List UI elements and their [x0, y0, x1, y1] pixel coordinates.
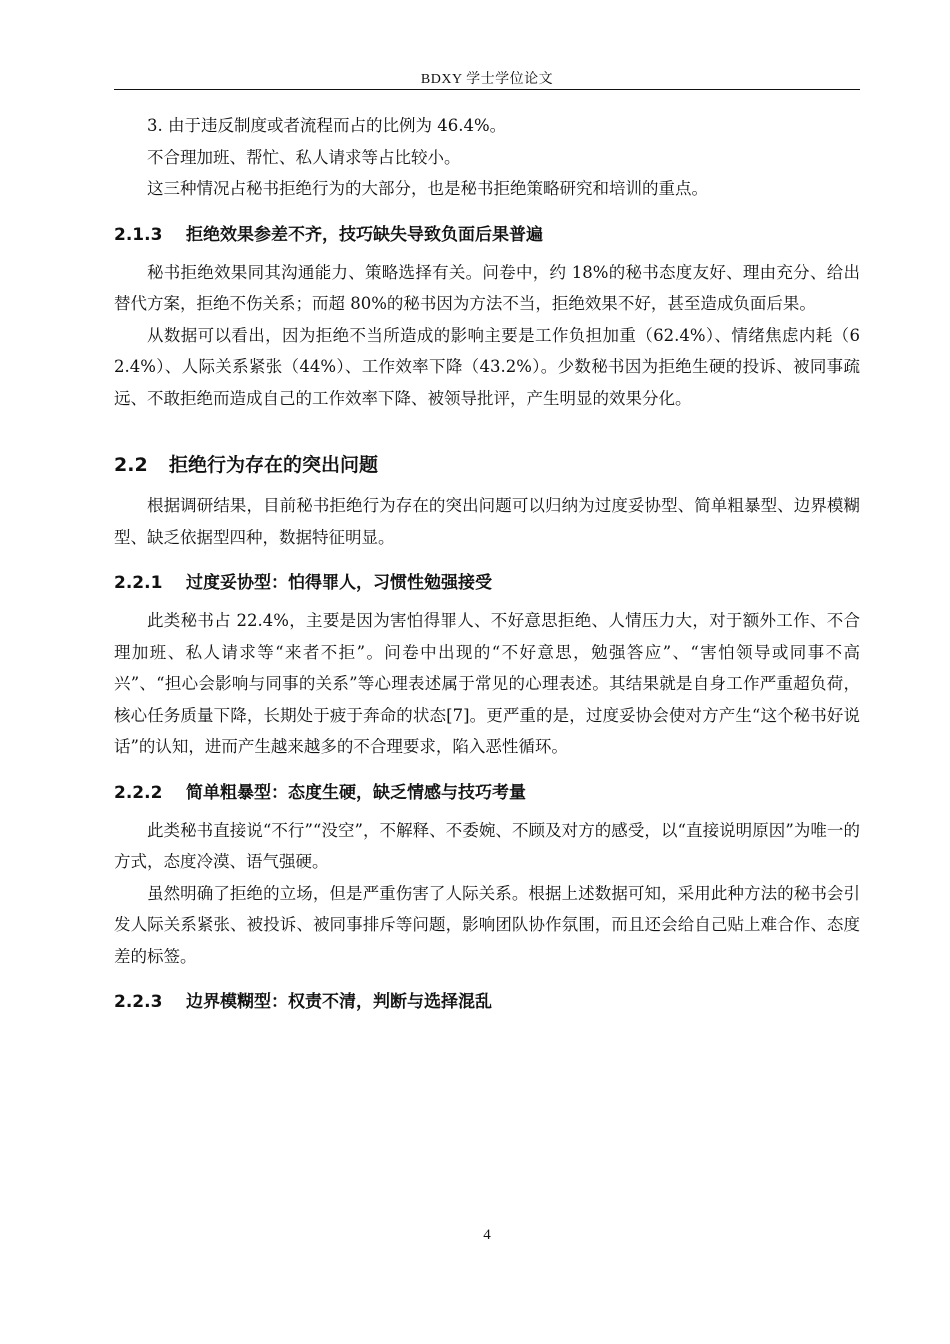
- running-header: BDXY 学士学位论文: [420, 72, 554, 87]
- section-title: 简单粗暴型：态度生硬，缺乏情感与技巧考量: [186, 782, 526, 803]
- section-title: 边界模糊型：权责不清，判断与选择混乱: [186, 992, 492, 1012]
- intro-line-2: 不合理加班、帮忙、私人请求等占比较小。: [147, 147, 461, 167]
- page-number: 4: [483, 1227, 491, 1243]
- heading-2-2-1: [114, 553, 860, 605]
- heading-2-2-2: [114, 763, 860, 815]
- paragraph: 此类秘书直接说“不行”“没空”，不解释、不委婉、不顾及对方的感受，以“直接说明原因”为唯一的方式，态度冷漠、语气强硬。: [114, 820, 860, 871]
- section-title: 拒绝效果参差不齐，技巧缺失导致负面后果普遍: [186, 224, 543, 245]
- section-number: 2.2.1: [114, 573, 163, 593]
- paragraph: 虽然明确了拒绝的立场，但是严重伤害了人际关系。根据上述数据可知，采用此种方法的秘书会引发人际关系紧张、被投诉、被同事排斥等问题，影响团队协作氛围，而且还会给自己贴上难合作、态度差的标签。: [114, 883, 860, 966]
- paragraph: 根据调研结果，目前秘书拒绝行为存在的突出问题可以归纳为过度妥协型、简单粗暴型、边界模糊型、缺乏依据型四种，数据特征明显。: [114, 496, 860, 547]
- paragraph: 秘书拒绝效果同其沟通能力、策略选择有关。问卷中，约 18%的秘书态度友好、理由充分、给出替代方案，拒绝不伤关系；而超 80%的秘书因为方法不当，拒绝效果不好，甚至造成负面后果。: [114, 262, 860, 313]
- intro-line-3: 这三种情况占秘书拒绝行为的大部分，也是秘书拒绝策略研究和培训的重点。: [147, 179, 708, 198]
- header-rule: [114, 89, 860, 90]
- section-title: 过度妥协型：怕得罪人，习惯性勉强接受: [186, 573, 492, 593]
- heading-2-2-3: [114, 972, 860, 1024]
- page-body: [114, 110, 860, 1024]
- section-title: 拒绝行为存在的突出问题: [169, 454, 379, 476]
- section-number: 2.2.3: [114, 992, 163, 1012]
- heading-2-2: [114, 414, 860, 490]
- section-number: 2.2.2: [114, 782, 163, 803]
- paragraph: 从数据可以看出，因为拒绝不当所造成的影响主要是工作负担加重（62.4%）、情绪焦虑内耗（62.4%）、人际关系紧张（44%）、工作效率下降（43.2%）。少数秘书因为拒绝生硬的投诉、被同事疏远、不敢拒绝而造成自己的工作效率下降、被领导批评，产生明显的效果分化。: [114, 325, 860, 408]
- heading-2-1-3: [114, 205, 860, 257]
- section-number: 2.2: [114, 454, 148, 476]
- intro-line-1: 3. 由于违反制度或者流程而占的比例为 46.4%。: [147, 116, 507, 135]
- paragraph: 此类秘书占 22.4%，主要是因为害怕得罪人、不好意思拒绝、人情压力大，对于额外工作、不合理加班、私人请求等“来者不拒”。问卷中出现的“不好意思，勉强答应”、“害怕领导或同事不高兴”、“担心会影响与同事的关系”等心理表述属于常见的心理表述。其结果就是自身工作严重超负荷，核心任务质量下降，长期处于疲于奔命的状态[7]。更严重的是，过度妥协会使对方产生“这个秘书好说话”的认知，进而产生越来越多的不合理要求，陷入恶性循环。: [114, 611, 860, 756]
- section-number: 2.1.3: [114, 224, 163, 245]
